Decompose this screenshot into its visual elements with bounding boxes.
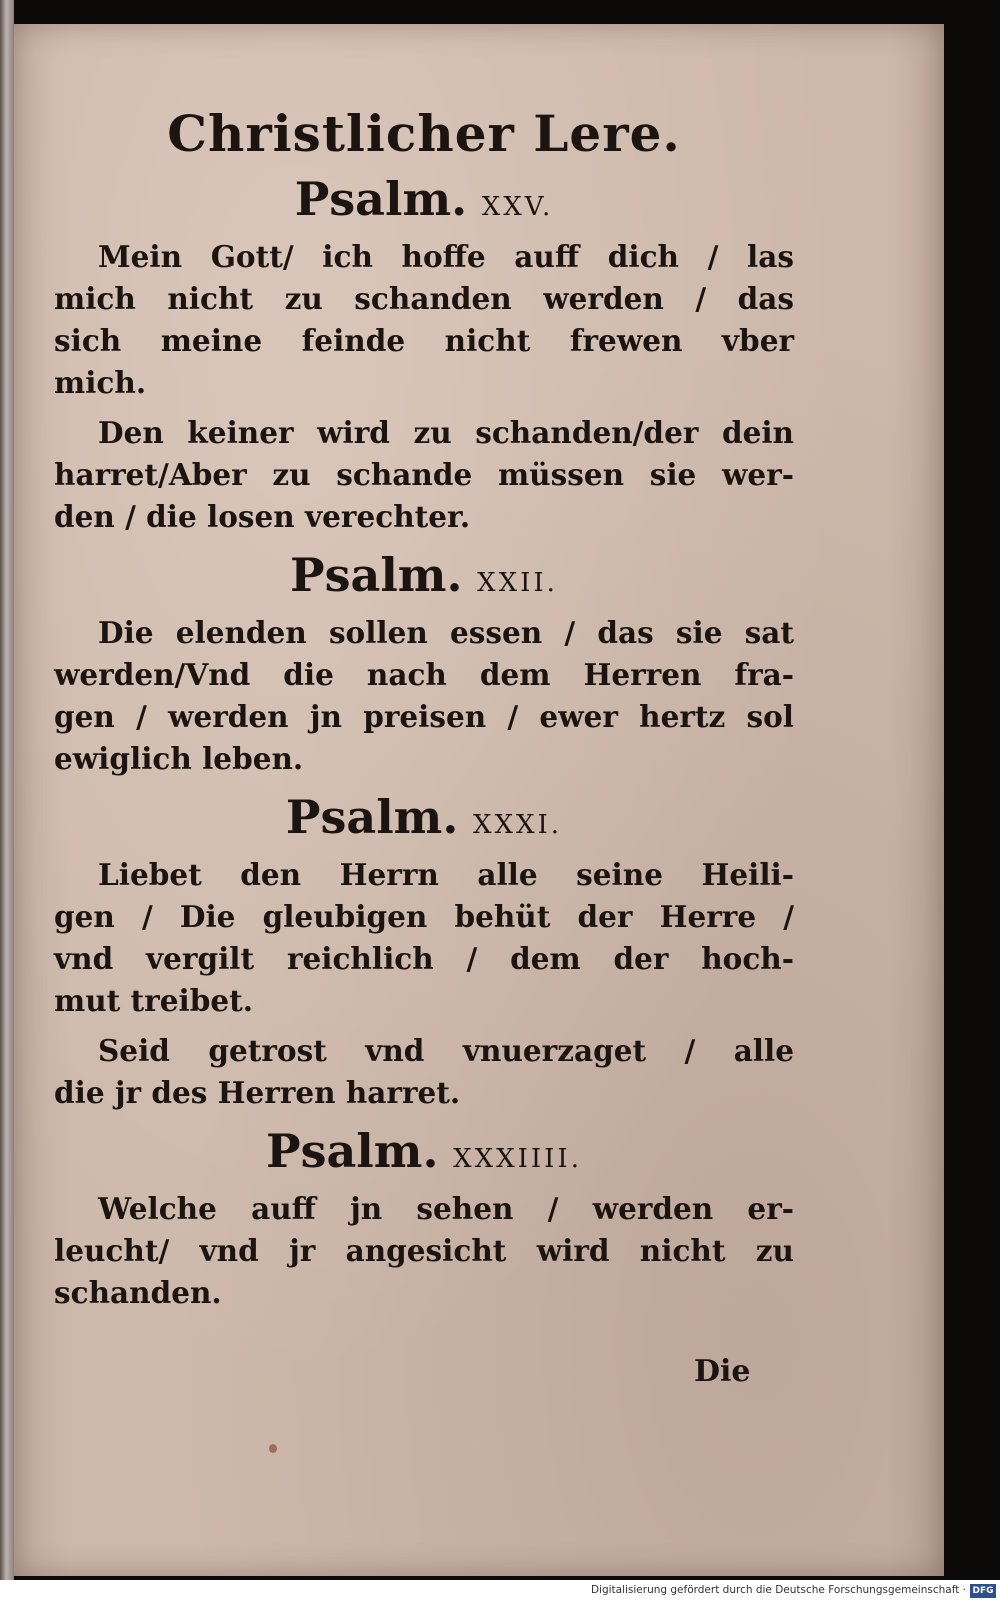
verse-paragraph <box>54 854 794 1022</box>
verse-line: vnd vergilt reichlich / dem der hoch- <box>54 941 794 976</box>
book-page <box>14 24 944 1576</box>
psalm-section <box>54 1122 794 1314</box>
dfg-logo-icon: DFG <box>970 1584 996 1598</box>
verse-paragraph <box>54 1030 794 1114</box>
psalm-section <box>54 788 794 1114</box>
psalm-heading <box>54 170 794 236</box>
verse-line: mich nicht zu schanden werden / das <box>54 281 794 316</box>
psalm-section <box>54 546 794 780</box>
psalm-word: Psalm. <box>285 790 459 844</box>
verse-line: werden/Vnd die nach dem Herren fra- <box>54 657 794 692</box>
verse-paragraph <box>54 236 794 404</box>
verse-line: Seid getrost vnd vnuerzaget / alle <box>98 1033 794 1068</box>
verse-paragraph <box>54 612 794 780</box>
psalm-number: XXXI. <box>473 810 563 840</box>
verse-line: mich. <box>54 365 147 400</box>
psalm-number: XXV. <box>481 192 554 222</box>
page-edge <box>0 0 14 1580</box>
psalm-section <box>54 170 794 538</box>
psalm-number: XXII. <box>477 568 558 598</box>
verse-line: gen / Die gleubigen behüt der Herre / <box>54 899 794 934</box>
psalm-heading <box>54 546 794 612</box>
verse-line: Mein Gott/ ich hoffe auff dich / las <box>98 239 794 274</box>
psalm-number: XXXIIII. <box>453 1144 582 1174</box>
footer-credit: Digitalisierung gefördert durch die Deutsche Forschungsgemeinschaft · <box>590 1584 966 1596</box>
verse-line: schanden. <box>54 1275 222 1310</box>
verse-line: Den keiner wird zu schanden/der dein <box>98 415 794 450</box>
catchword: Die <box>694 1354 751 1389</box>
verse-line: leucht/ vnd jr angesicht wird nicht zu <box>54 1233 794 1268</box>
verse-line: Welche auff jn sehen / werden er- <box>98 1191 794 1226</box>
verse-line: die jr des Herren harret. <box>54 1075 461 1110</box>
psalm-word: Psalm. <box>294 172 468 226</box>
verse-line: ewiglich leben. <box>54 741 304 776</box>
running-head: Christlicher Lere. <box>167 104 681 163</box>
verse-paragraph <box>54 412 794 538</box>
verse-line: mut treibet. <box>54 983 253 1018</box>
text-block <box>54 104 794 1322</box>
verse-line: Die elenden sollen essen / das sie sat <box>98 615 794 650</box>
verse-line: harret/Aber zu schande müssen sie wer- <box>54 457 794 492</box>
verse-line: sich meine feinde nicht frewen vber <box>54 323 794 358</box>
ink-stain <box>269 1444 277 1453</box>
psalm-heading <box>54 788 794 854</box>
verse-line: Liebet den Herrn alle seine Heili- <box>98 857 794 892</box>
verse-line: den / die losen verechter. <box>54 499 471 534</box>
verse-line: gen / werden jn preisen / ewer hertz sol <box>54 699 794 734</box>
psalm-word: Psalm. <box>290 548 463 602</box>
digitization-footer <box>0 1580 1000 1603</box>
psalm-word: Psalm. <box>266 1124 439 1178</box>
verse-paragraph <box>54 1188 794 1314</box>
psalm-heading <box>54 1122 794 1188</box>
